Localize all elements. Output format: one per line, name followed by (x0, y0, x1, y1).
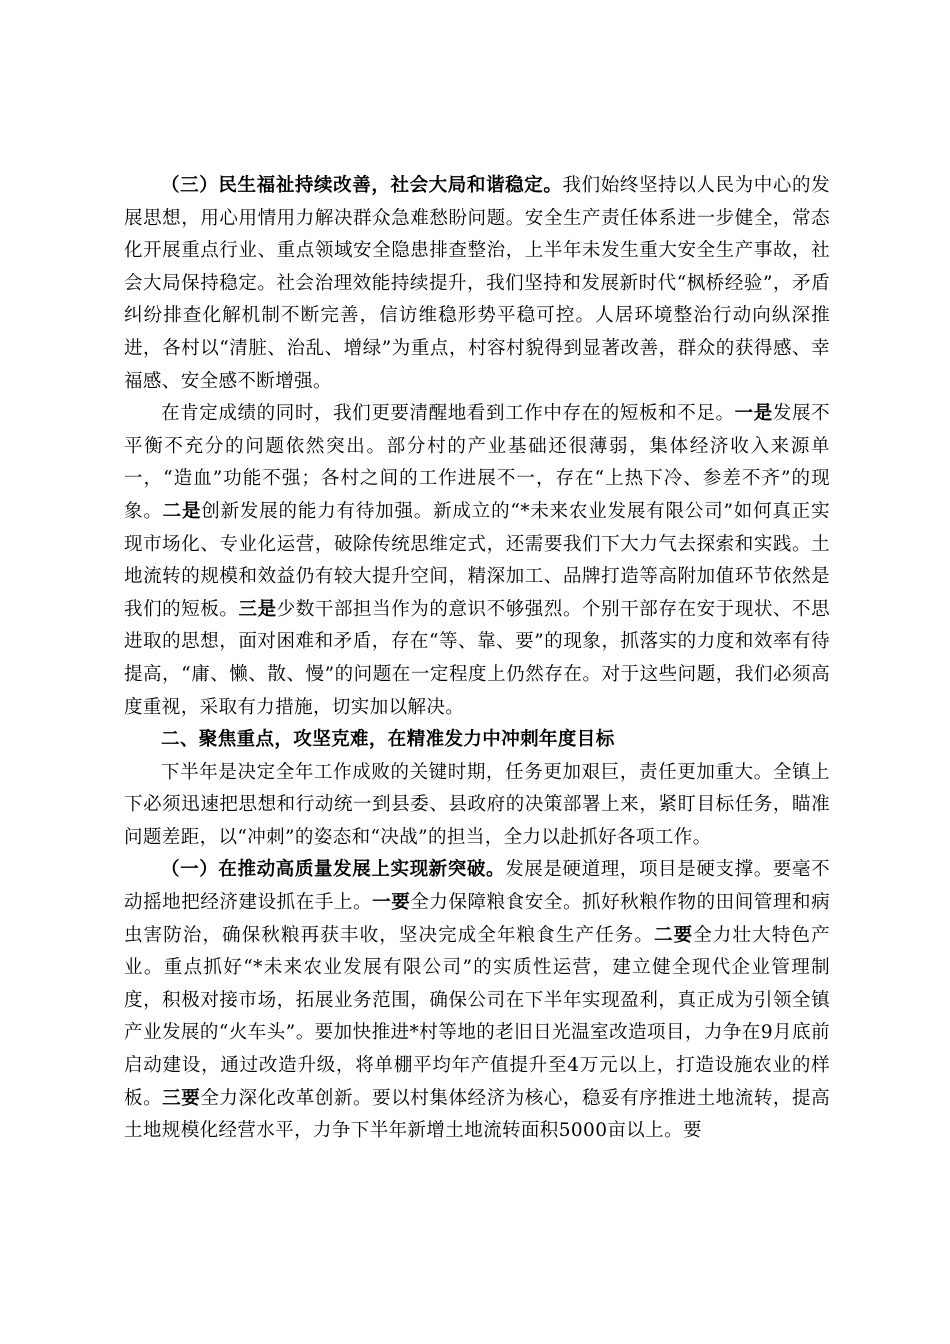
paragraph-second-half: 下半年是决定全年工作成败的关键时期，任务更加艰巨，责任更加重大。全镇上下必须迅速把思想和行动统一到县委、县政府的决策部署上来，紧盯目标任务，瞄准问题差距，以“冲刺”的姿态和“决战”的担当，全力以赴抓好各项工作。 (124, 761, 830, 848)
paragraph-text: 全力保障粮食安全。抓好秋粮作物的田间管理和病虫害防治，确保秋粮再获丰收，坚决完成全年粮食生产任务。 (124, 892, 830, 946)
paragraph-lead: （一）在推动高质量发展上实现新突破。 (161, 859, 506, 881)
point-marker-3: 三是 (238, 598, 277, 620)
paragraph-text: 在肯定成绩的同时，我们更要清醒地看到工作中存在的短板和不足。 (161, 403, 735, 425)
paragraph-text: 少数干部担当作为的意识不够强烈。个别干部存在安于现状、不思进取的思想，面对困难和矛盾，存在“等、靠、要”的现象，抓落实的力度和效率有待提高，“庸、懒、散、慢”的问题在一定程度上仍然存在。对于这些问题，我们必须高度重视，采取有力措施，切实加以解决。 (124, 598, 830, 718)
point-marker-3: 三要 (162, 1087, 201, 1109)
paragraph-text: 发展不平衡不充分的问题依然突出。部分村的产业基础还很薄弱，集体经济收入来源单一，“造血”功能不强；各村之间的工作进展不一，存在“上热下冷、参差不齐”的现象。 (124, 403, 830, 522)
paragraph-lead: （三）民生福祉持续改善，社会大局和谐稳定。 (161, 175, 563, 196)
paragraph-text: 我们始终坚持以人民为中心的发展思想，用心用情用力解决群众急难愁盼问题。安全生产责任体系进一步健全，常态化开展重点行业、重点领域安全隐患排查整治，上半年未发生重大安全生产事故，社会大局保持稳定。社会治理效能持续提升，我们坚持和发展新时代“枫桥经验”，矛盾纠纷排查化解机制不断完善，信访维稳形势平稳可控。人居环境整治行动向纵深推进，各村以“清脏、治乱、增绿”为重点，村容村貌得到显著改善，群众的获得感、幸福感、安全感不断增强。 (124, 175, 830, 392)
paragraph-high-quality-development (124, 854, 830, 1147)
paragraph-text: 创新发展的能力有待加强。新成立的“*未来农业发展有限公司”如何真正实现市场化、专业化运营，破除传统思维定式，还需要我们下大力气去探索和实践。土地流转的规模和效益仍有较大提升空间，精深加工、品牌打造等高附加值环节依然是我们的短板。 (124, 500, 830, 620)
paragraph-text: 发展是硬道理，项目是硬支撑。要毫不动摇地把经济建设抓在手上。 (124, 859, 830, 914)
point-marker-2: 二是 (162, 500, 202, 522)
paragraph-text: 全力壮大特色产业。重点抓好“*未来农业发展有限公司”的实质性运营，建立健全现代企业管理制度，积极对接市场，拓展业务范围，确保公司在下半年实现盈利，真正成为引领全镇产业发展的“火车头”。要加快推进*村等地的老旧日光温室改造项目，力争在9月底前启动建设，通过改造升级，将单棚平均年产值提升至4万元以上，打造设施农业的样板。 (124, 924, 830, 1109)
paragraph-shortcomings (124, 398, 830, 724)
point-marker-1: 一要 (372, 892, 411, 914)
paragraph-text: 全力深化改革创新。要以村集体经济为核心，稳妥有序推进土地流转，提高土地规模化经营水平，力争下半年新增土地流转面积5000亩以上。要 (124, 1087, 830, 1142)
section-heading: 二、聚焦重点，攻坚克难，在精准发力中冲刺年度目标 (161, 729, 615, 751)
paragraph-livelihood (124, 170, 830, 398)
point-marker-1: 一是 (734, 403, 773, 425)
point-marker-2: 二要 (654, 924, 694, 946)
document-page (124, 170, 830, 1148)
